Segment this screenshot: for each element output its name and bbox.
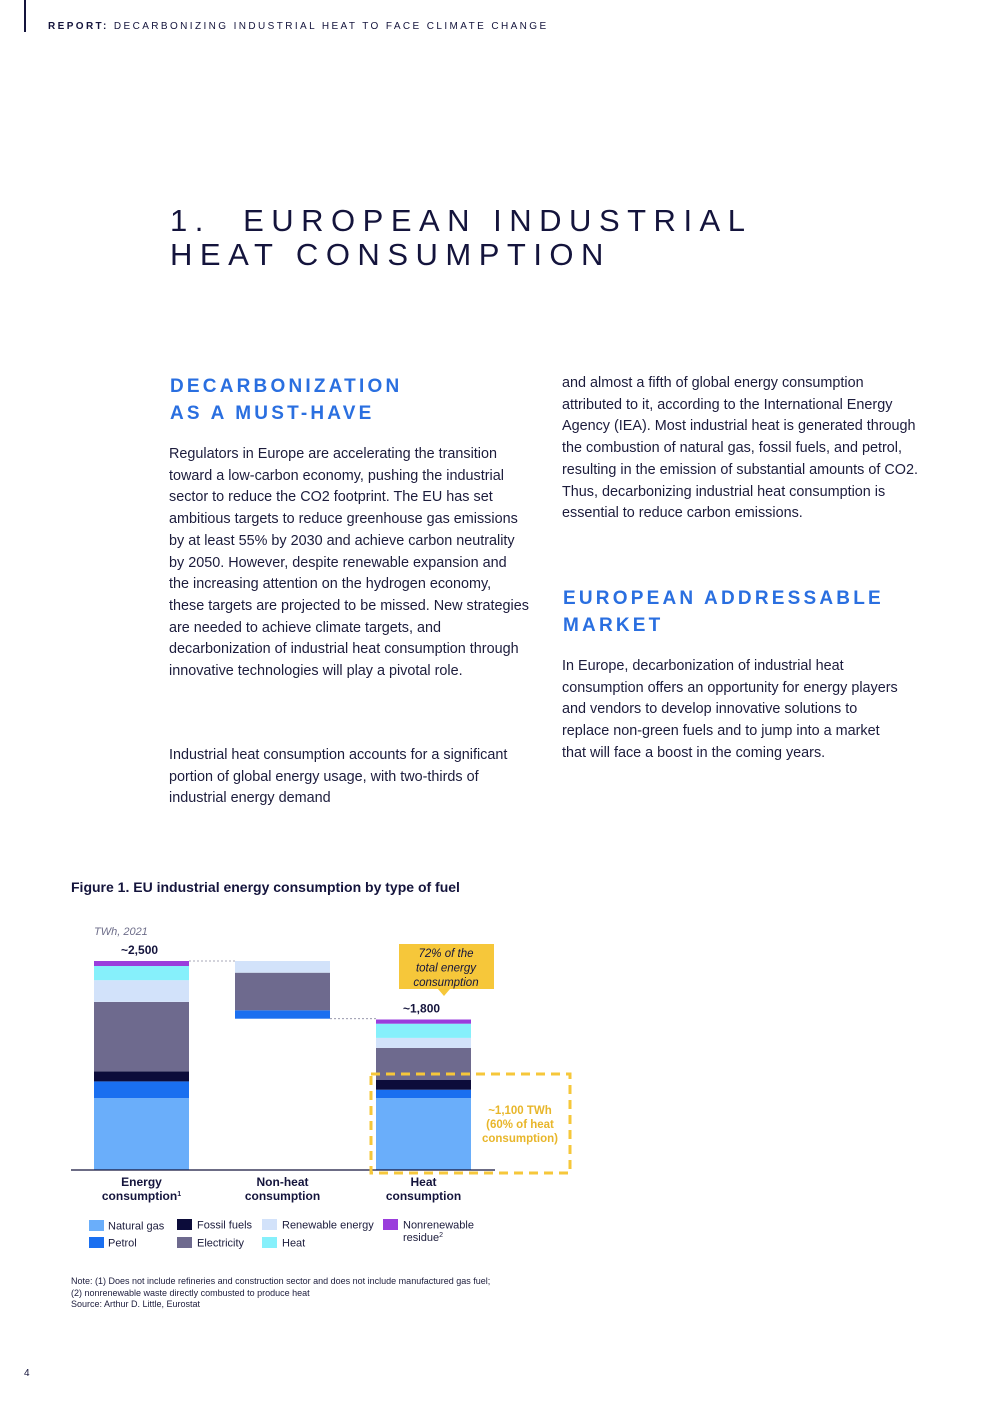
bar-segment-heat xyxy=(376,1024,471,1038)
header-rule xyxy=(24,0,26,32)
total-label: ~1,800 xyxy=(403,1001,441,1016)
legend-swatch xyxy=(262,1237,277,1248)
note-line-1: Note: (1) Does not include refineries and construction sector and does not include manufactured gas fuel; xyxy=(71,1276,491,1286)
category-label: consumption$^1$ xyxy=(101,1189,182,1203)
callout-pointer xyxy=(438,989,450,996)
heading-decarbonization xyxy=(170,373,402,427)
footnote-marker: 1 xyxy=(177,1191,182,1198)
legend-swatch xyxy=(89,1220,104,1231)
left-paragraph-2: Industrial heat consumption accounts for a significant portion of global energy usage, with two-thirds of industrial energy demand xyxy=(169,747,508,807)
right-paragraph-2: In Europe, decarbonization of industrial heat consumption offers an opportunity for energy players and vendors to develop innovative solutions to replace non-green fuels and to jump into a market that will face a boost in the coming years. xyxy=(562,658,898,761)
bar-segment-fossil-fuels xyxy=(94,1071,189,1081)
bar-segment-electricity xyxy=(94,1002,189,1071)
section-title-line1: 1. EUROPEAN INDUSTRIAL xyxy=(170,203,753,238)
bar-segment-renewable-energy xyxy=(376,1038,471,1048)
note-line-2: (2) nonrenewable waste directly combusted to produce heat xyxy=(71,1287,310,1298)
bar-segment-natural-gas xyxy=(376,1098,471,1170)
bar-segment-renewable-energy xyxy=(94,980,189,1002)
legend-swatch xyxy=(89,1237,104,1248)
legend-swatch xyxy=(177,1237,192,1248)
callout-text: consumption xyxy=(413,977,479,989)
figure-note xyxy=(71,1276,490,1311)
bar-segment-renewable-energy xyxy=(235,961,330,973)
heading-addressable-market xyxy=(563,585,884,639)
heading-line: MARKET xyxy=(563,615,664,636)
bar-segment-nonrenewable-residue xyxy=(376,1020,471,1024)
section-title-line2: HEAT CONSUMPTION xyxy=(170,237,611,272)
legend-label: Nonrenewable xyxy=(403,1219,474,1232)
bar-segment-petrol xyxy=(235,1010,330,1018)
section-title xyxy=(170,204,752,272)
highlight-text: consumption) xyxy=(481,1133,559,1145)
legend-swatch xyxy=(177,1219,192,1230)
legend-label: Natural gas xyxy=(108,1220,165,1233)
heading-line: EUROPEAN ADDRESSABLE xyxy=(563,588,884,609)
stacked-bar-chart xyxy=(0,900,992,1270)
page-number: 4 xyxy=(24,1368,30,1379)
bar-segment-fossil-fuels xyxy=(376,1080,471,1090)
category-label: Energy xyxy=(121,1175,162,1189)
legend-label: Electricity xyxy=(197,1237,245,1250)
source-line: Source: Arthur D. Little, Eurostat xyxy=(71,1299,201,1309)
heading-line: AS A MUST-HAVE xyxy=(170,403,375,424)
category-label: Heat xyxy=(410,1175,437,1189)
highlight-text: ~1,100 TWh xyxy=(488,1105,552,1117)
legend-label: residue$^2$ xyxy=(403,1232,443,1244)
category-label: consumption xyxy=(385,1189,462,1203)
right-paragraph-1: and almost a fifth of global energy consumption attributed to it, according to the International Energy Agency (IEA). Most industrial heat is generated through the combustion of natural gas, fossil fuels, and petrol, resulting in the emission of substantial amounts of CO2. Thus, decarbonizing industrial heat consumption is essential to reduce carbon emissions. xyxy=(562,375,918,522)
legend-label: Heat xyxy=(282,1237,306,1250)
legend-label: Renewable energy xyxy=(282,1219,374,1232)
bar-segment-electricity xyxy=(235,973,330,1011)
heading-line: DECARBONIZATION xyxy=(170,376,403,397)
figure-title: Figure 1. EU industrial energy consumption by type of fuel xyxy=(71,879,460,895)
category-label: consumption xyxy=(244,1189,321,1203)
callout-text: total energy xyxy=(415,962,477,975)
legend-label: Petrol xyxy=(108,1237,137,1250)
bar-segment-petrol xyxy=(376,1090,471,1098)
bar-segment-heat xyxy=(94,966,189,980)
bar-segment-natural-gas xyxy=(94,1098,189,1170)
footnote-marker: 2 xyxy=(439,1232,443,1239)
highlight-text: (60% of heat xyxy=(486,1119,554,1131)
bar-segment-nonrenewable-residue xyxy=(94,961,189,966)
report-header: REPORT: DECARBONIZING INDUSTRIAL HEAT TO FACE CLIMATE CHANGE xyxy=(48,21,549,32)
legend-swatch xyxy=(262,1219,277,1230)
unit-label: TWh, 2021 xyxy=(94,926,148,938)
left-paragraph-1: Regulators in Europe are accelerating the transition toward a low-carbon economy, pushing the industrial sector to reduce the CO2 footprint. The EU has set ambitious targets to reduce greenhouse gas emissions by at least 55% by 2030 and achieve carbon neutrality by 2050. However, despite renewable expansion and the increasing attention on the hydrogen economy, these targets are projected to be missed. New strategies are needed to achieve climate targets, and decarbonization of industrial heat consumption through innovative technologies will play a pivotal role. xyxy=(169,446,529,680)
callout-text: 72% of the xyxy=(418,948,474,960)
category-label: Non-heat xyxy=(256,1175,309,1189)
legend-label: Fossil fuels xyxy=(197,1219,253,1232)
report-title: DECARBONIZING INDUSTRIAL HEAT TO FACE CLIMATE CHANGE xyxy=(113,21,549,32)
total-label: ~2,500 xyxy=(121,943,159,957)
legend-swatch xyxy=(383,1219,398,1230)
bar-segment-petrol xyxy=(94,1081,189,1098)
